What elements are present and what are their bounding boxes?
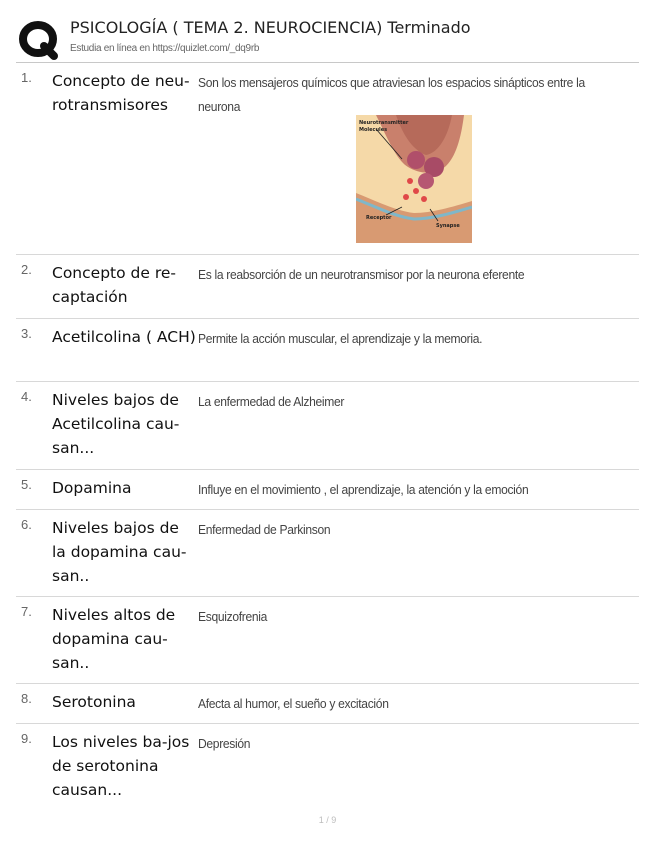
page-number: 1 / 9	[318, 815, 337, 825]
card-row	[16, 509, 639, 596]
svg-text:Receptor: Receptor	[366, 215, 392, 221]
svg-text:Neurotransmitter: Neurotransmitter	[359, 120, 409, 126]
card-term: Niveles bajos de Acetilcolina cau-san...	[52, 391, 180, 457]
card-row	[16, 318, 639, 381]
card-number: 8.	[21, 691, 32, 706]
card-definition: Afecta al humor, el sueño y excitación	[198, 696, 389, 711]
card-term: Niveles bajos de la dopamina cau-san..	[52, 519, 187, 585]
svg-text:Synapse: Synapse	[436, 223, 460, 229]
card-term: Dopamina	[52, 479, 132, 497]
card-definition: Depresión	[198, 736, 251, 751]
card-definition: Enfermedad de Parkinson	[198, 522, 331, 537]
card-row	[16, 723, 639, 813]
card-row	[16, 469, 639, 509]
card-definition: Permite la acción muscular, el aprendizaje y la memoria.	[198, 331, 483, 346]
card-definition: Influye en el movimiento , el aprendizaje, la atención y la emoción	[198, 482, 529, 497]
synapse-illustration	[356, 115, 472, 243]
card-definition: Esquizofrenia	[198, 609, 268, 624]
card-row	[16, 683, 639, 723]
card-number: 1.	[21, 70, 32, 85]
card-definition: La enfermedad de Alzheimer	[198, 394, 345, 409]
card-number: 6.	[21, 517, 32, 532]
flashcard-list	[16, 62, 639, 813]
card-number: 9.	[21, 731, 32, 746]
card-term: Niveles altos de dopamina cau-san..	[52, 606, 176, 672]
page-title: PSICOLOGÍA ( TEMA 2. NEUROCIENCIA) Terminado	[70, 18, 471, 37]
card-term: Concepto de re-captación	[52, 264, 176, 306]
card-definition: Es la reabsorción de un neurotransmisor por la neurona eferente	[198, 267, 525, 282]
card-row	[16, 254, 639, 318]
card-term: Concepto de neu-rotransmisores	[52, 72, 190, 114]
card-term: Serotonina	[52, 693, 136, 711]
source-link[interactable]: Estudia en línea en https://quizlet.com/_dq9rb	[70, 43, 260, 54]
card-definition: Son los mensajeros químicos que atraviesan los espacios sinápticos entre la neurona	[198, 75, 585, 114]
card-term: Los niveles ba-jos de serotonina causan...	[52, 733, 190, 799]
card-number: 4.	[21, 389, 32, 404]
card-term: Acetilcolina ( ACH)	[52, 328, 196, 346]
card-row	[16, 596, 639, 683]
card-row	[16, 62, 639, 254]
svg-text:Molecules: Molecules	[359, 127, 388, 133]
quizlet-logo-icon	[18, 20, 60, 60]
card-row	[16, 381, 639, 469]
card-number: 3.	[21, 326, 32, 341]
page-header	[16, 14, 641, 62]
card-number: 2.	[21, 262, 32, 277]
card-number: 5.	[21, 477, 32, 492]
card-number: 7.	[21, 604, 32, 619]
